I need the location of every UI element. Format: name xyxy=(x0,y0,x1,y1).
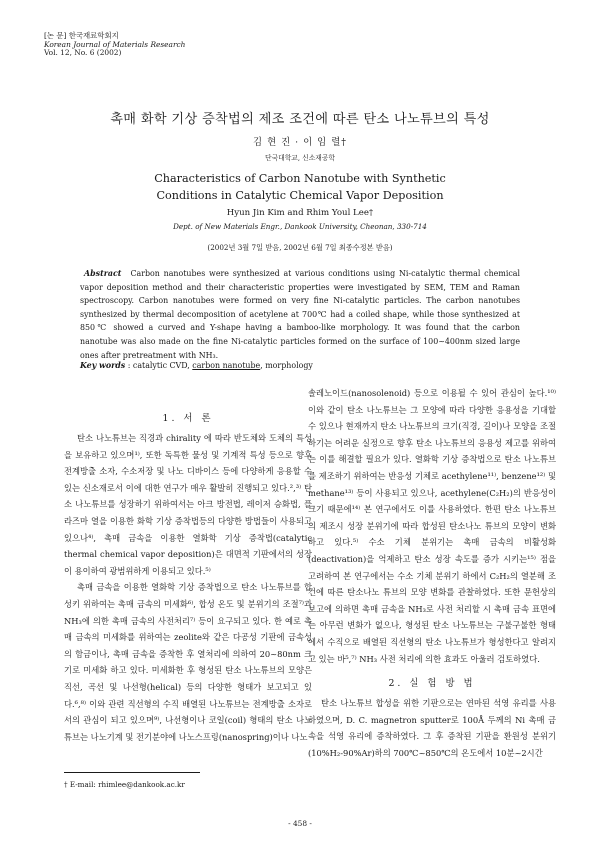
title-korean: 촉매 화학 기상 증착법의 제조 조건에 따른 탄소 나노튜브의 특성 xyxy=(110,112,490,127)
section-2-heading: 2. 실 험 방 법 xyxy=(388,678,476,690)
keywords-pre: : catalytic CVD, xyxy=(125,361,193,370)
footnote-divider xyxy=(64,772,200,773)
journal-name-ko: [논 문] 한국재료학회지 xyxy=(44,31,119,40)
keywords-post: , morphology xyxy=(260,361,313,370)
abstract-label: Abstract xyxy=(84,269,122,278)
abstract-text: Carbon nanotubes were synthesized at various conditions using Ni-catalytic thermal chemical vapor deposition method and their characteristic properties were investigated by SEM, TEM and Raman spectroscopy. Carbon nanotubes were formed on very fine Ni-catalytic particles. The carbon nanotubes synthesized by thermal decomposition of acetylene at 700℃ had a coiled shape, while those synthesized at 850℃ showed a curved and Y-shape having a bamboo-like morphology. It was found that the carbon nanotube was also made on the fine Ni-catalytic particles formed on the surface of 100~400nm sized large ones after pretreatment with NH₃. xyxy=(80,269,520,360)
journal-name-en: Korean Journal of Materials Research xyxy=(44,39,186,49)
section-1-paragraph-2-continued: 솔레노이드(nanosolenoid) 등으로 이용될 수 있어 관심이 높다.¹⁰⁾ 이와 같이 탄소 나노튜브는 그 모양에 따라 다양한 응용성을 기대할 수 있으나 현재까지 탄소 나노튜브의 크기(직경, 길이)나 모양을 조절하기는 어려운 실정으로 향후 탄소 나노튜브의 응용성 제고를 위하여는 이를 해결할 필요가 있다. 열화학 기상 증착법으로 탄소 나노튜브를 제조하기 위하여는 반응성 기체로 acethylene¹¹⁾, benzene¹²⁾ 및 methane¹³⁾ 등이 사용되고 있으나, acethylene(C₂H₂)의 반응성이 크기 때문에¹⁴⁾ 본 연구에서도 이를 사용하였다. 한편 탄소 나노튜브의 제조시 성장 분위기에 따라 합성된 탄소나노 튜브의 모양이 변화하고 있다.⁵⁾ 수소 기체 분위기는 촉매 금속의 비활성화(deactivation)을 억제하고 탄소 성장 속도를 증가 시키는¹⁵⁾ 점을 고려하여 본 연구에서는 수소 기체 분위기 하에서 C₂H₂의 열분해 조건에 따른 탄소나노 튜브의 모양 변화를 관찰하였다. 또한 문헌상의 보고에 의하면 촉매 금속을 NH₃로 사전 처리할 시 촉매 금속 표면에는 아무런 변화가 없으나, 형성된 탄소 나노튜브는 구불구불한 형태에서 수직으로 배열된 직선형의 탄소 나노튜브가 형성한다고 알려지고 있는 바⁵,⁷⁾ NH₃ 사전 처리에 의한 효과도 아울러 검토하였다. xyxy=(308,388,556,664)
footnote-email: † E-mail: rhimlee@dankook.ac.kr xyxy=(64,780,185,789)
affiliation-english: Dept. of New Materials Engr., Dankook University, Cheonan, 330-714 xyxy=(173,222,427,231)
abstract xyxy=(80,267,520,362)
authors-korean: 김 현 진 · 이 임 렬† xyxy=(253,137,347,148)
title-english-line1: Characteristics of Carbon Nanotube with Synthetic xyxy=(154,172,446,185)
page-number: - 458 - xyxy=(288,819,312,828)
keywords-label: Key words xyxy=(80,361,126,370)
title-english-line2: Conditions in Catalytic Chemical Vapor Deposition xyxy=(156,189,444,202)
keyword-carbon-nanotube: carbon nanotube xyxy=(192,361,261,370)
section-1-paragraph-1: 탄소 나노튜브는 직경과 chirality 에 따라 반도체와 도체의 특성을 보유하고 있으며¹⁾, 또한 독특한 물성 및 기계적 특성 등으로 향후 전계방출 소자, 수소저장 및 나노 디바이스 등에 다양하게 응용할 수 있는 신소재로서 이에 대한 연구가 매우 활발히 진행되고 있다.²,³⁾ 탄소 나노튜브를 성장하기 위하여서는 아크 방전법, 레이저 승화법, 플라즈마 열을 이용한 화학 기상 증착법등의 다양한 방법들이 사용되고 있으나⁴⁾, 촉매 금속을 이용한 열화학 기상 증착법(catalytic thermal chemical vapor deposition)은 대면적 기판에서의 성장이 용이하여 광범위하게 이용되고 있다.⁵⁾ xyxy=(64,433,312,576)
keywords xyxy=(80,361,520,370)
journal-header xyxy=(44,32,185,58)
section-1-paragraph-2: 촉매 금속을 이용한 열화학 기상 증착법으로 탄소 나노튜브를 합성키 위하여는 촉매 금속의 미세화⁶⁾, 합성 온도 및 분위기의 조절⁷⁾과 NH₃에 의한 촉매 금속의 사전처리⁷⁾ 등이 요구되고 있다. 한 예로 촉매 금속의 미세화를 위하여는 zeolite와 같은 다공성 기판에 금속성의 함금이나, 촉매 금속을 증착한 후 열처리에 의하여 20~80nm 크기로 미세화 하고 있다. 미세화한 후 형성된 탄소 나노튜브의 모양은 직선, 곡선 및 나선형(helical) 등의 다양한 형태가 보고되고 있다.⁶,⁸⁾ 이와 관련 직선형의 수직 배열된 나노튜브는 전계방출 소자로서의 관심이 되고 있으며⁹⁾, 나선형이나 코일(coil) 형태의 탄소 나노튜브는 나노기계 및 전기분야에 나노스프링(nanospring)이나 나노 xyxy=(64,582,312,742)
journal-volume: Vol. 12, No. 6 (2002) xyxy=(44,48,122,58)
received-dates: (2002년 3월 7일 받음, 2002년 6월 7일 최종수정본 받음) xyxy=(207,243,393,252)
authors-english: Hyun Jin Kim and Rhim Youl Lee† xyxy=(226,208,374,218)
section-2-paragraph-1: 탄소 나노튜브 합성을 위한 기판으로는 연마된 석영 유리를 사용하였으며, D. C. magnetron sputter로 100Å 두께의 Ni 촉매 금속을 석영 유리에 증착하였다. 그 후 증착된 기판을 환원성 분위기(10%H₂-90%Ar)하의 700℃~850℃의 온도에서 10분~2시간 xyxy=(308,698,556,758)
affiliation-korean: 단국대학교, 신소재공학 xyxy=(265,154,335,162)
body-column-right xyxy=(308,385,556,761)
body-column-left xyxy=(64,410,312,745)
section-1-heading: 1. 서 론 xyxy=(162,413,214,424)
title-english xyxy=(0,170,600,204)
